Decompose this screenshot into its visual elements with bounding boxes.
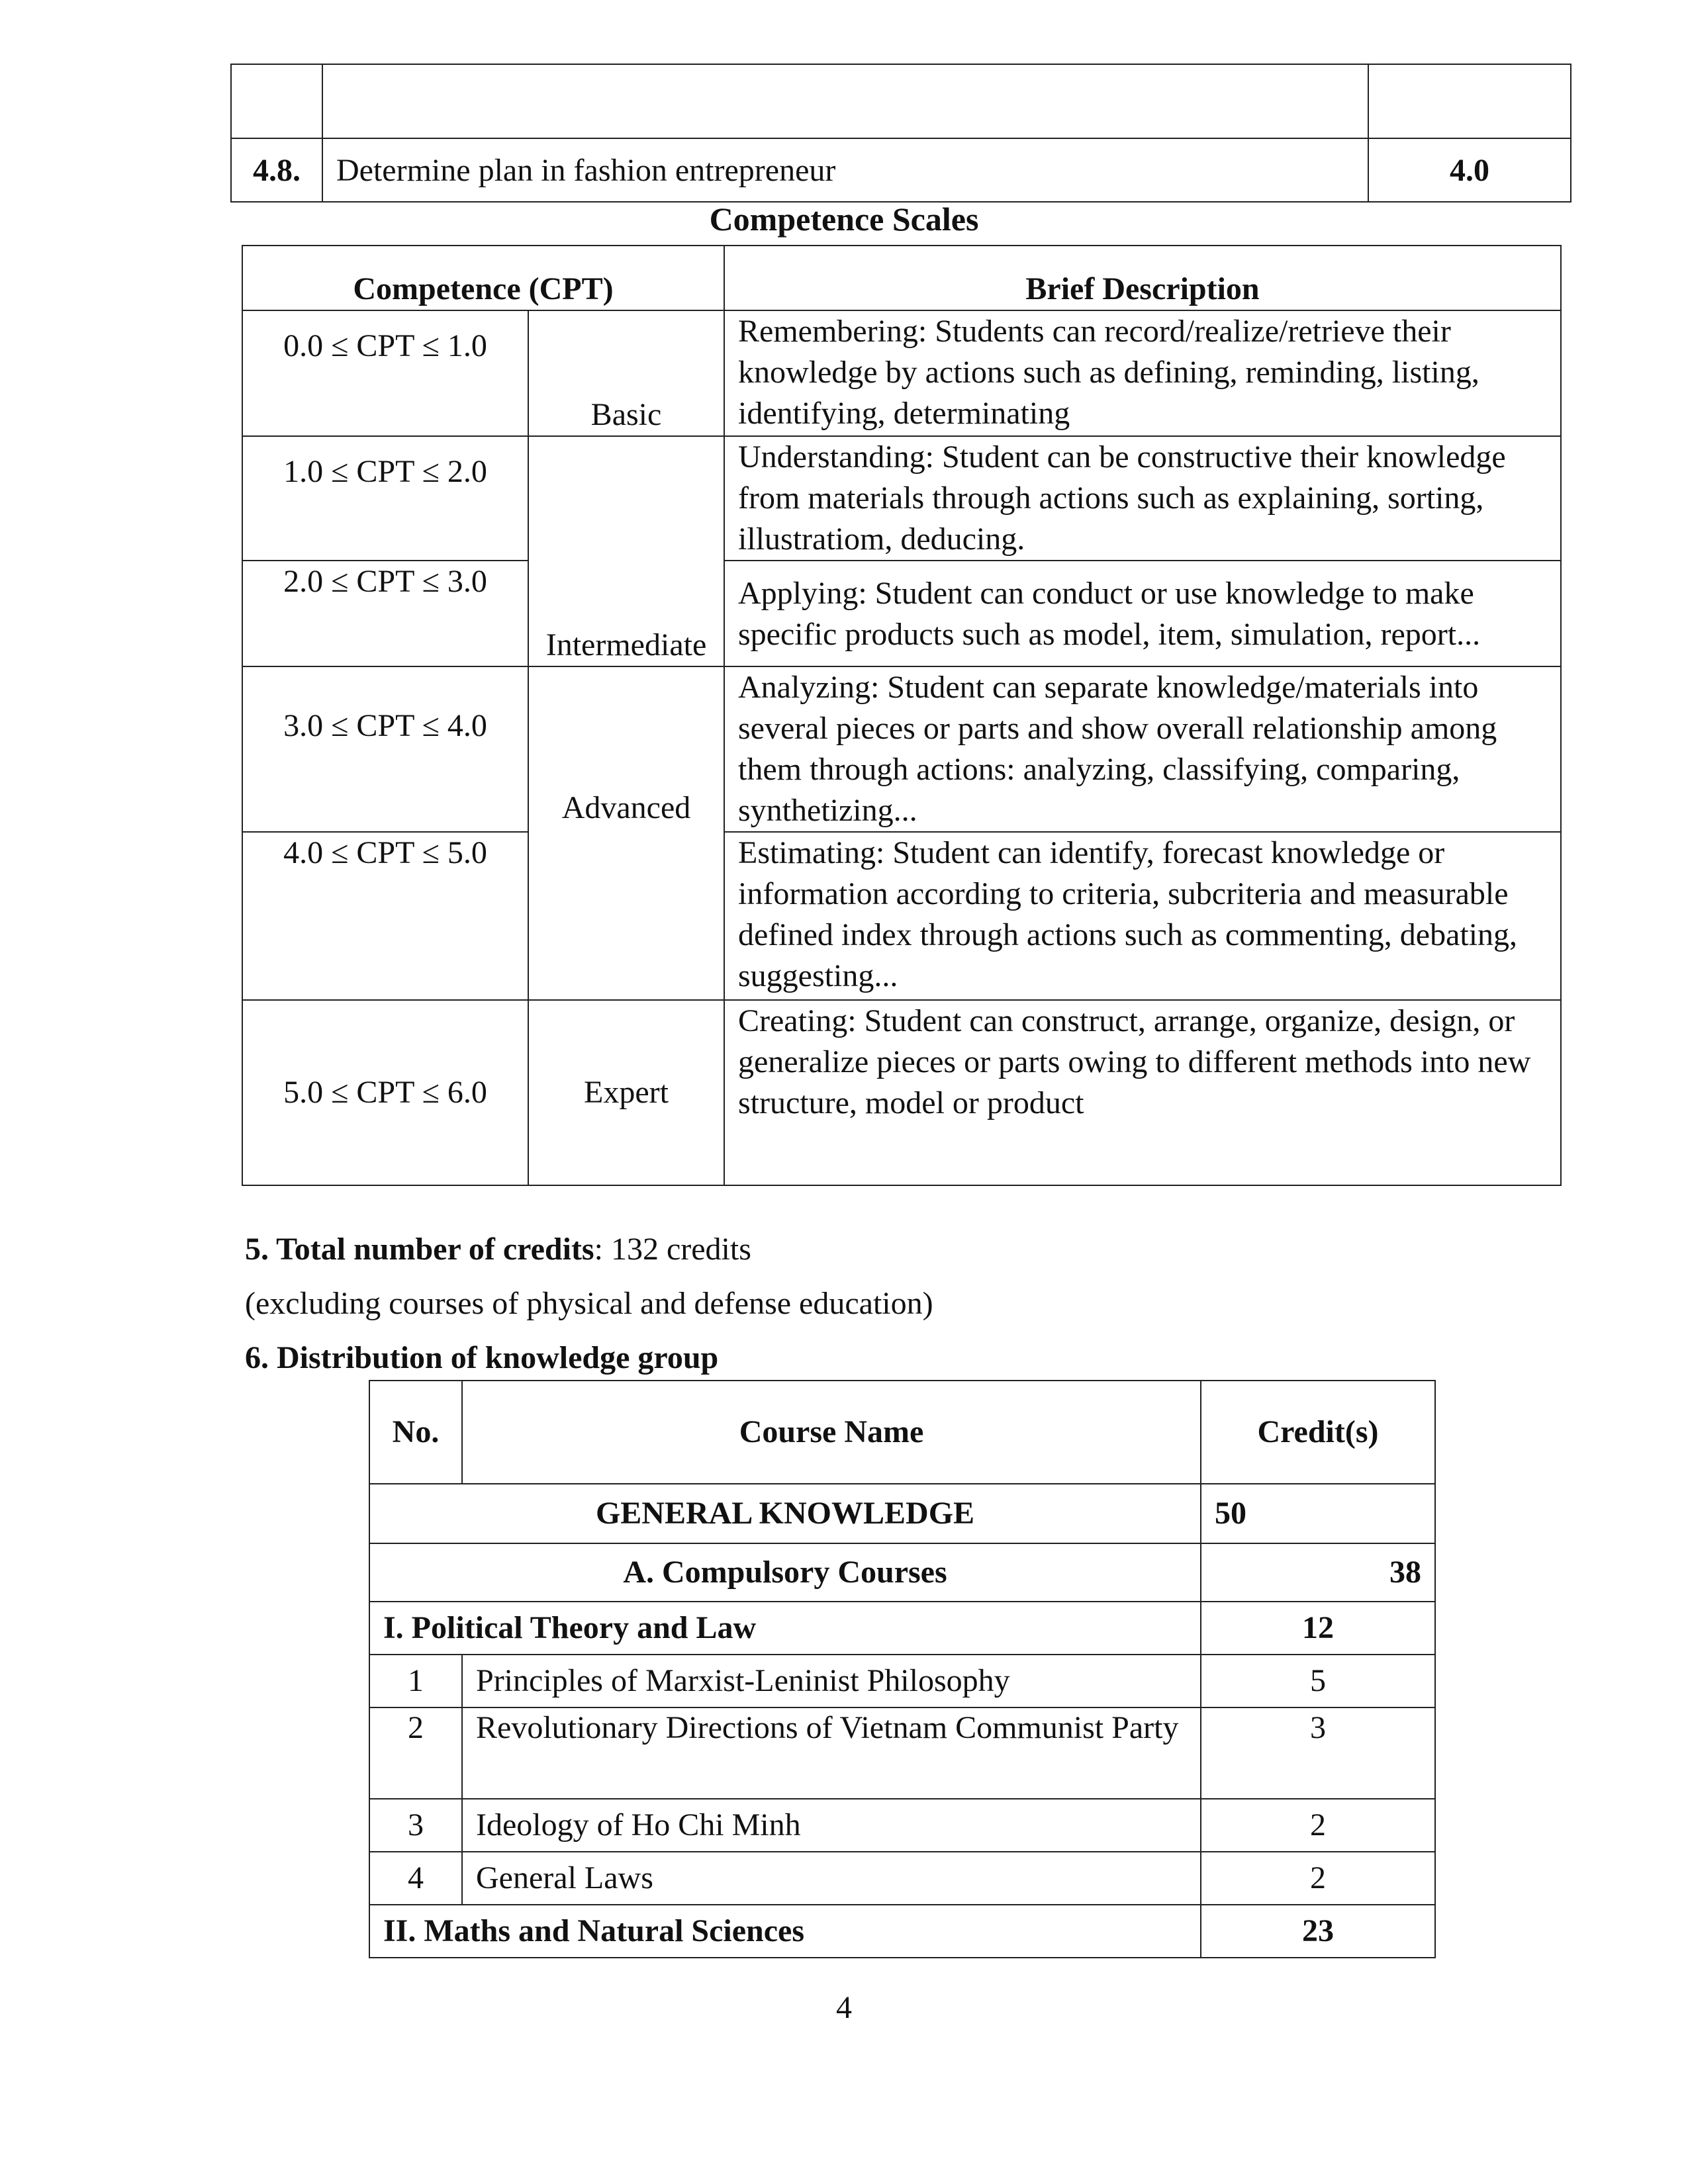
competence-row: [242, 1000, 1561, 1185]
top-table: [230, 64, 1571, 203]
cpt-description: Analyzing: Student can separate knowledge/materials into several pieces or parts and show overall relationship among them through actions: analyzing, classifying, comparing, synthetizing...: [724, 666, 1561, 832]
course-row: [369, 1799, 1435, 1852]
course-name: Principles of Marxist-Leninist Philosophy: [462, 1655, 1201, 1707]
course-name: Ideology of Ho Chi Minh: [462, 1799, 1201, 1852]
course-credits: 2: [1201, 1799, 1435, 1852]
header-no: No.: [369, 1381, 462, 1484]
cpt-range: 2.0 ≤ CPT ≤ 3.0: [242, 561, 528, 666]
course-row: [369, 1707, 1435, 1799]
header-description: Brief Description: [724, 246, 1561, 310]
header-course-name: Course Name: [462, 1381, 1201, 1484]
group-row: [369, 1905, 1435, 1958]
competence-row: [242, 666, 1561, 832]
course-no: 3: [369, 1799, 462, 1852]
level-intermediate: Intermediate: [528, 436, 724, 666]
group-row: [369, 1602, 1435, 1655]
general-knowledge-row: [369, 1484, 1435, 1543]
course-credits: 5: [1201, 1655, 1435, 1707]
competence-row: [242, 832, 1561, 1000]
group-credits: 12: [1201, 1602, 1435, 1655]
row-value: 4.0: [1368, 138, 1571, 202]
section-6-heading: 6. Distribution of knowledge group: [245, 1340, 719, 1375]
cpt-description: Remembering: Students can record/realize/retrieve their knowledge by actions such as defining, reminding, listing, identifying, determinating: [724, 310, 1561, 436]
course-row: [369, 1655, 1435, 1707]
section-5-line: [245, 1231, 751, 1267]
course-name: Revolutionary Directions of Vietnam Communist Party: [462, 1707, 1201, 1799]
courses-table: [369, 1380, 1436, 1958]
level-advanced: Advanced: [528, 666, 724, 1000]
compulsory-label: A. Compulsory Courses: [369, 1543, 1201, 1602]
competence-row: [242, 561, 1561, 666]
cpt-range: 5.0 ≤ CPT ≤ 6.0: [242, 1000, 528, 1185]
course-row: [369, 1852, 1435, 1905]
group-label: I. Political Theory and Law: [369, 1602, 1201, 1655]
row-text: Determine plan in fashion entrepreneur: [322, 138, 1368, 202]
compulsory-credits: 38: [1201, 1543, 1435, 1602]
course-no: 4: [369, 1852, 462, 1905]
top-table-empty-row: [231, 64, 1571, 138]
level-basic: Basic: [528, 310, 724, 436]
cpt-description: Applying: Student can conduct or use knowledge to make specific products such as model, item, simulation, report...: [724, 561, 1561, 666]
general-knowledge-credits: 50: [1201, 1484, 1435, 1543]
course-no: 1: [369, 1655, 462, 1707]
section-5-note: (excluding courses of physical and defense education): [245, 1286, 933, 1321]
row-number: 4.8.: [231, 138, 322, 202]
cpt-range: 0.0 ≤ CPT ≤ 1.0: [242, 310, 528, 436]
cpt-description: Understanding: Student can be constructive their knowledge from materials through actions such as explaining, sorting, illustratiom, deducing.: [724, 436, 1561, 561]
course-name: General Laws: [462, 1852, 1201, 1905]
section-5-heading: 5. Total number of credits: [245, 1232, 594, 1267]
page-number: 4: [836, 1990, 852, 2025]
competence-row: [242, 310, 1561, 436]
competence-scales-title: Competence Scales: [709, 201, 979, 238]
top-table-row: [231, 138, 1571, 202]
cpt-range: 4.0 ≤ CPT ≤ 5.0: [242, 832, 528, 1000]
cpt-description: Creating: Student can construct, arrange, organize, design, or generalize pieces or parts owing to different methods into new structure, model or product: [724, 1000, 1561, 1185]
course-no: 2: [369, 1707, 462, 1799]
header-credits: Credit(s): [1201, 1381, 1435, 1484]
course-credits: 2: [1201, 1852, 1435, 1905]
compulsory-row: [369, 1543, 1435, 1602]
header-competence: Competence (CPT): [242, 246, 724, 310]
group-credits: 23: [1201, 1905, 1435, 1958]
course-credits: 3: [1201, 1707, 1435, 1799]
cpt-range: 1.0 ≤ CPT ≤ 2.0: [242, 436, 528, 561]
cpt-range: 3.0 ≤ CPT ≤ 4.0: [242, 666, 528, 832]
general-knowledge-label: GENERAL KNOWLEDGE: [369, 1484, 1201, 1543]
section-5-value: : 132 credits: [594, 1232, 751, 1267]
courses-header-row: [369, 1381, 1435, 1484]
group-label: II. Maths and Natural Sciences: [369, 1905, 1201, 1958]
competence-table: [242, 245, 1562, 1186]
competence-header-row: [242, 246, 1561, 310]
level-expert: Expert: [528, 1000, 724, 1185]
cpt-description: Estimating: Student can identify, forecast knowledge or information according to criteria, subcriteria and measurable defined index through actions such as commenting, debating, suggesting...: [724, 832, 1561, 1000]
competence-row: [242, 436, 1561, 561]
